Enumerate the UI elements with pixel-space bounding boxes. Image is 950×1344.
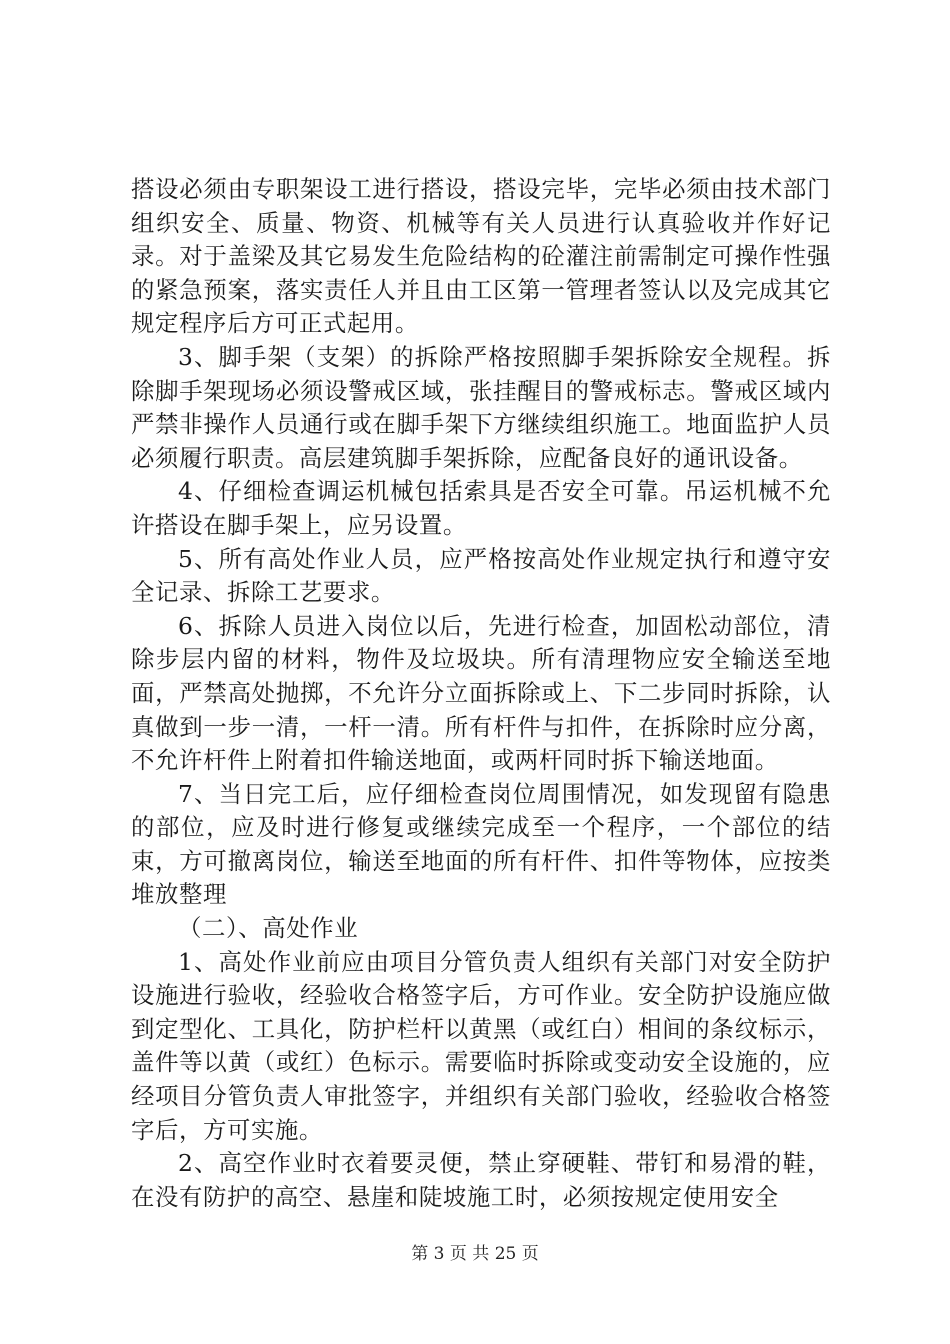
section-heading: （二）、高处作业	[178, 914, 359, 943]
paragraph-item-7: 7、当日完工后，应仔细检查岗位周围情况，如发现留有隐患的部位，应及时进行修复或继续完成至一个程序，一个部位的结束，方可撤离岗位，输送至地面的所有杆件、扣件等物体，应按类堆放整理	[131, 779, 831, 909]
paragraph-item-2: 2、高空作业时衣着要灵便，禁止穿硬鞋、带钉和易滑的鞋，在没有防护的高空、悬崖和陡坡施工时，必须按规定使用安全	[131, 1149, 831, 1211]
paragraph-item-3: 3、脚手架（支架）的拆除严格按照脚手架拆除安全规程。拆除脚手架现场必须设警戒区域，张挂醒目的警戒标志。警戒区域内严禁非操作人员通行或在脚手架下方继续组织施工。地面监护人员必须履行职责。高层建筑脚手架拆除，应配备良好的通讯设备。	[131, 342, 831, 472]
page-footer	[0, 1244, 950, 1264]
paragraph-item-6: 6、拆除人员进入岗位以后，先进行检查，加固松动部位，清除步层内留的材料，物件及垃圾块。所有清理物应安全输送至地面，严禁高处抛掷，不允许分立面拆除或上、下二步同时拆除，认真做到一步一清，一杆一清。所有杆件与扣件，在拆除时应分离，不允许杆件上附着扣件输送地面，或两杆同时拆下输送地面。	[131, 611, 831, 775]
page-number-label: 第 3 页 共 25 页	[411, 1244, 539, 1264]
paragraph-item-4: 4、仔细检查调运机械包括索具是否安全可靠。吊运机械不允许搭设在脚手架上，应另设置。	[131, 477, 831, 539]
document-body	[131, 173, 831, 1214]
paragraph-continuation: 搭设必须由专职架设工进行搭设，搭设完毕，完毕必须由技术部门组织安全、质量、物资、机械等有关人员进行认真验收并作好记录。对于盖梁及其它易发生危险结构的砼灌注前需制定可操作性强的紧急预案，落实责任人并且由工区第一管理者签认以及完成其它规定程序后方可正式起用。	[131, 175, 831, 338]
paragraph-item-1: 1、高处作业前应由项目分管负责人组织有关部门对安全防护设施进行验收，经验收合格签字后，方可作业。安全防护设施应做到定型化、工具化，防护栏杆以黄黑（或红白）相间的条纹标示，盖件等以黄（或红）色标示。需要临时拆除或变动安全设施的，应经项目分管负责人审批签字，并组织有关部门验收，经验收合格签字后，方可实施。	[131, 947, 831, 1144]
paragraph-item-5: 5、所有高处作业人员，应严格按高处作业规定执行和遵守安全记录、拆除工艺要求。	[131, 544, 831, 607]
